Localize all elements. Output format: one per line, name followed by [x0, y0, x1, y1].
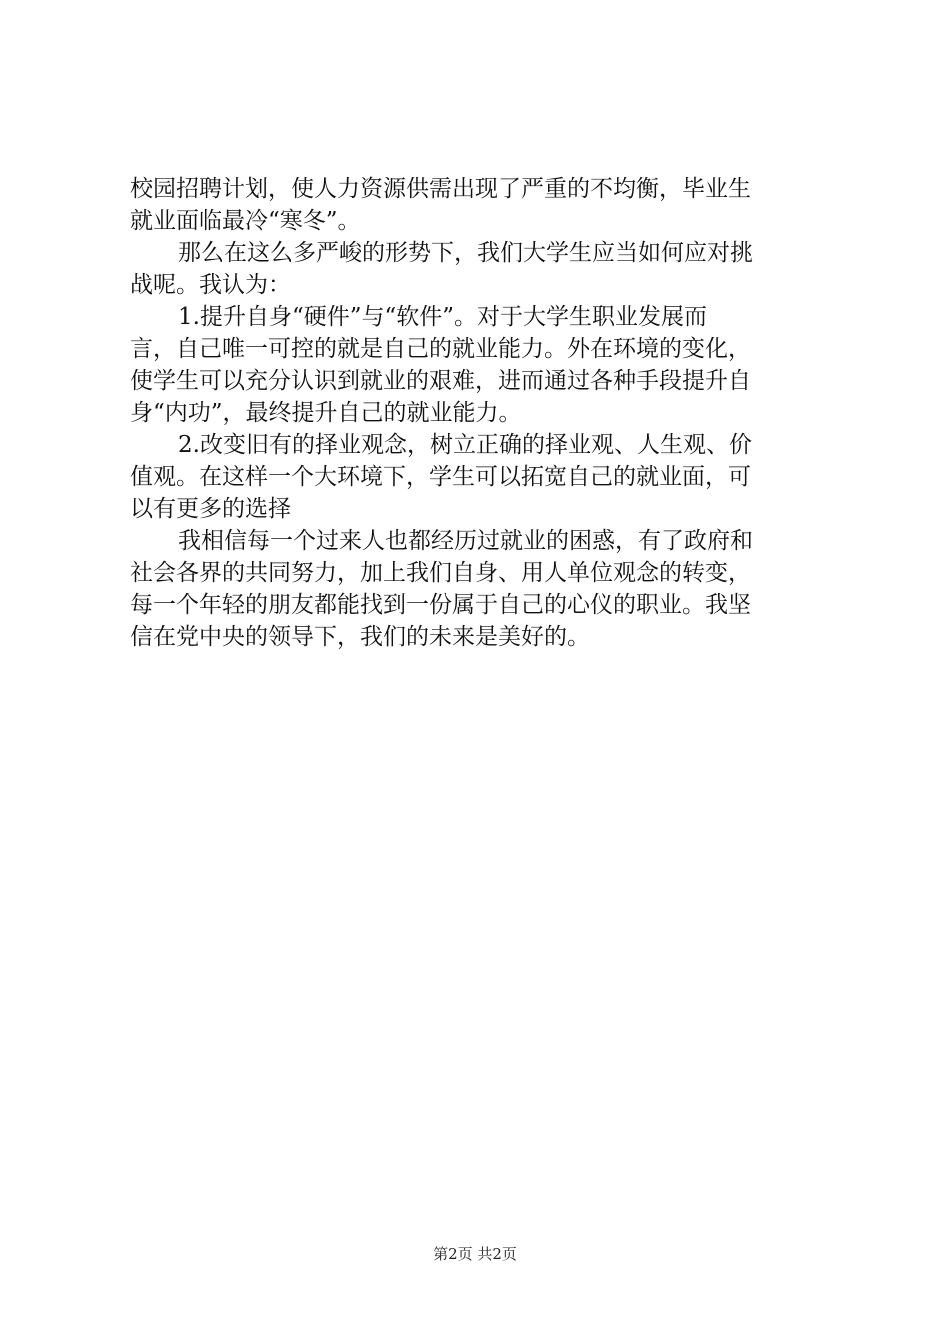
text-line: 使学生可以充分认识到就业的艰难，进而通过各种手段提升自 — [130, 368, 751, 394]
text-line: 信在党中央的领导下，我们的未来是美好的。 — [130, 624, 590, 650]
text-line: 言，自己唯一可控的就是自己的就业能力。外在环境的变化， — [130, 336, 751, 362]
text-line: 就业面临最冷“寒冬”。 — [130, 208, 361, 234]
text-line: 值观。在这样一个大环境下，学生可以拓宽自己的就业面，可 — [130, 464, 751, 490]
text-line: 以有更多的选择 — [130, 496, 291, 522]
text-line: 1.提升自身“硬件”与“软件”。对于大学生职业发展而 — [178, 304, 707, 330]
text-line: 我相信每一个过来人也都经历过就业的困惑，有了政府和 — [178, 528, 753, 554]
text-line: 那么在这么多严峻的形势下，我们大学生应当如何应对挑 — [178, 240, 753, 266]
text-line: 每一个年轻的朋友都能找到一份属于自己的心仪的职业。我坚 — [130, 592, 751, 618]
text-line: 2.改变旧有的择业观念，树立正确的择业观、人生观、价 — [178, 432, 752, 458]
text-line: 校园招聘计划，使人力资源供需出现了严重的不均衡，毕业生 — [130, 176, 751, 202]
text-line: 身“内功”，最终提升自己的就业能力。 — [130, 400, 522, 426]
page-number-footer: 第2页 共2页 — [433, 1245, 517, 1263]
text-line: 社会各界的共同努力，加上我们自身、用人单位观念的转变， — [130, 560, 751, 586]
text-line: 战呢。我认为： — [130, 272, 291, 298]
